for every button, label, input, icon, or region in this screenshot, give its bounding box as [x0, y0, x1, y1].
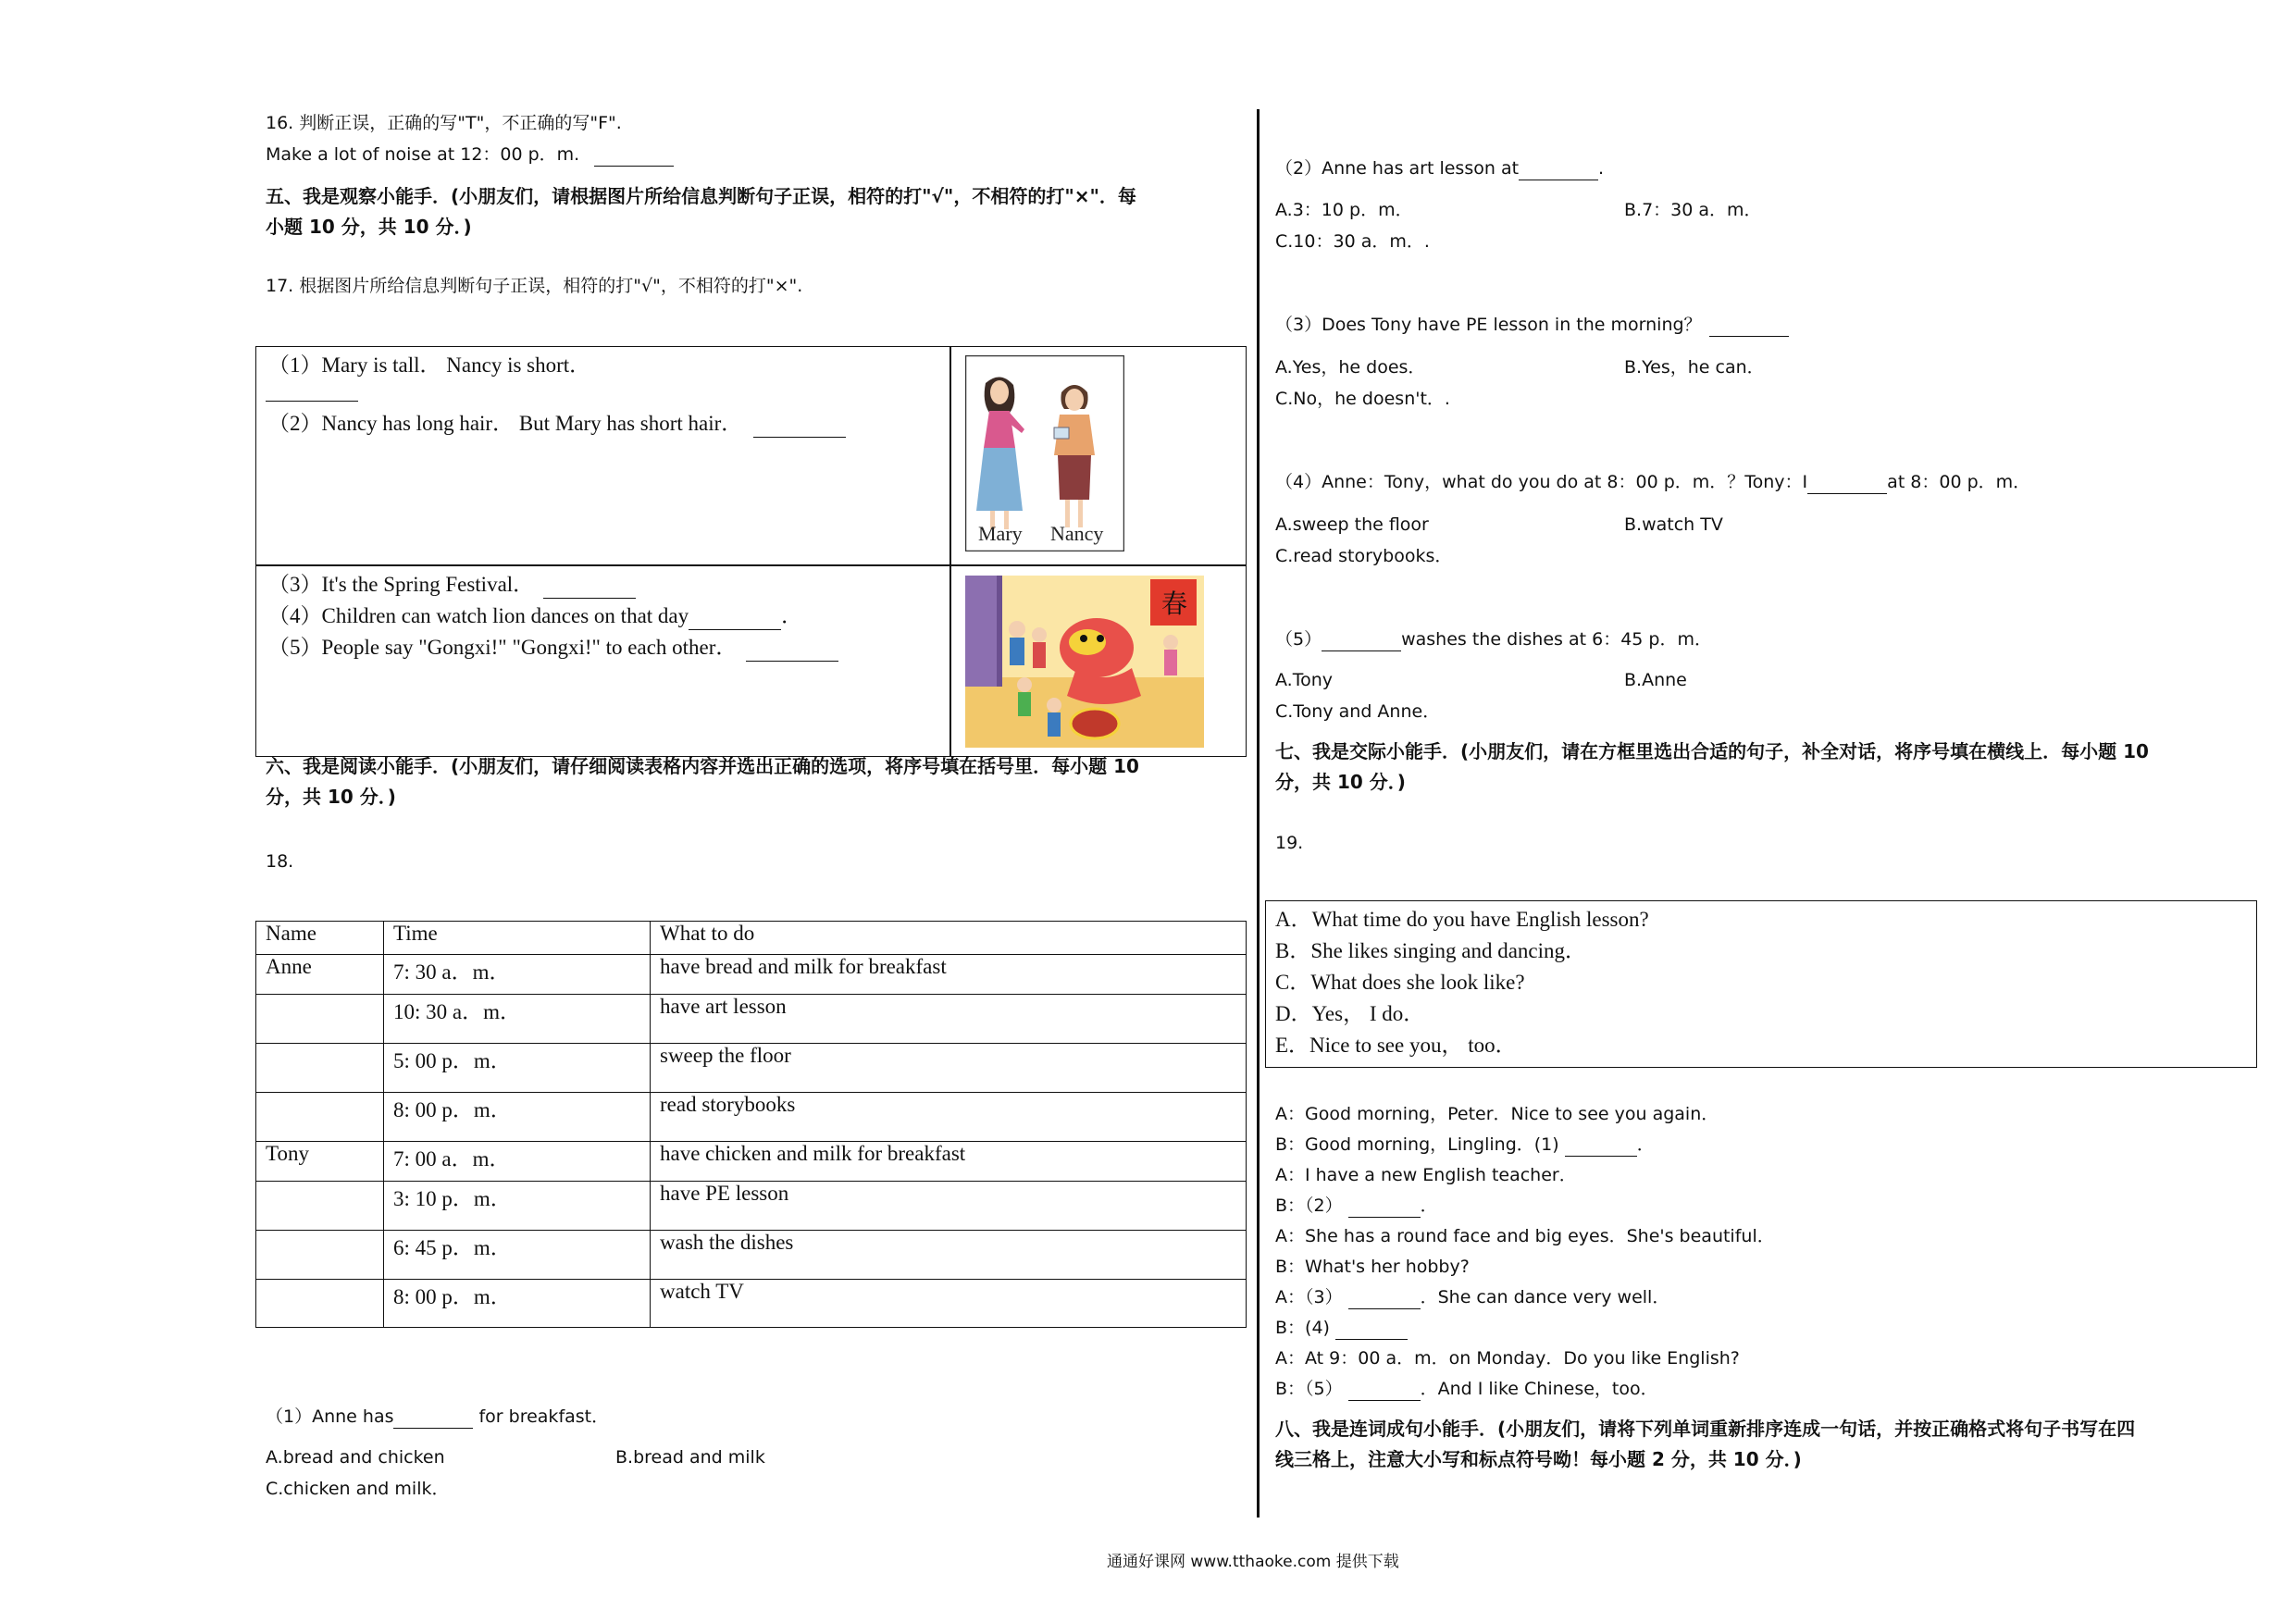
section6-heading: 六、我是阅读小能手．(小朋友们，请仔细阅读表格内容并选出正确的选项，将序号填在括号里．每小题 10 分，共 10 分．): [266, 755, 1139, 808]
q18-sub3-option-b[interactable]: B.Yes，he can．: [1624, 357, 1765, 378]
q17-item-2: （2）Nancy has long hair． But Mary has short hair．: [268, 411, 846, 438]
nancy-label: Nancy: [1050, 522, 1104, 545]
q18-sub5-option-a[interactable]: A.Tony: [1275, 670, 1333, 690]
table-row: 10: 30 a．m． have art lesson: [256, 995, 1247, 1044]
dialogue-line-5: A：She has a round face and big eyes．She's beautiful．: [1275, 1226, 1775, 1246]
q18-sub1-option-c[interactable]: C.chicken and milk．: [266, 1479, 450, 1499]
dialogue-line-9: A：At 9：00 a．m．on Monday．Do you like English?: [1275, 1348, 1740, 1369]
q19-option-d: D．Yes， I do．: [1275, 1002, 1425, 1025]
q17-col-divider: [949, 346, 951, 757]
dialogue-blank-2[interactable]: [1348, 1196, 1421, 1218]
mary-nancy-illustration: [965, 355, 1124, 551]
q17-item-5: （5）People say "Gongxi!" "Gongxi!" to each other．: [268, 635, 838, 662]
q18-schedule-table: [255, 921, 1247, 1328]
table-row: 3: 10 p．m． have PE lesson: [256, 1182, 1247, 1231]
q18-sub1-question: （1）Anne has for breakfast．: [266, 1406, 610, 1427]
dialogue-line-1: A：Good morning，Peter．Nice to see you again．: [1275, 1104, 1719, 1124]
table-row: 8: 00 p．m． read storybooks: [256, 1093, 1247, 1142]
q18-sub2-option-c[interactable]: C.10：30 a．m．.: [1275, 231, 1430, 252]
q16-statement: Make a lot of noise at 12：00 p．m.: [266, 144, 674, 167]
q18-sub3-question: （3）Does Tony have PE lesson in the morning？: [1275, 315, 1789, 337]
q19-option-a: A．What time do you have English lesson?: [1275, 908, 1649, 931]
q16-answer-blank[interactable]: [594, 144, 674, 167]
q18-sub2-option-a[interactable]: A.3：10 p．m．: [1275, 200, 1413, 220]
table-row: 5: 00 p．m． sweep the floor: [256, 1044, 1247, 1093]
q17-item-1-blank[interactable]: [266, 401, 358, 402]
chun-character: 春: [1161, 588, 1188, 619]
table-row: Anne 7: 30 a．m． have bread and milk for breakfast: [256, 955, 1247, 995]
q18-sub5-option-c[interactable]: C.Tony and Anne．: [1275, 701, 1441, 722]
q17-title: 17. 根据图片所给信息判断句子正误，相符的打"√"，不相符的打"×".: [266, 276, 803, 296]
section8-heading: 八、我是连词成句小能手．(小朋友们，请将下列单词重新排序连成一句话，并按正确格式将句子书写在四 线三格上，注意大小写和标点符号呦！每小题 2 分，共 10 分．): [1275, 1418, 2136, 1470]
dialogue-blank-3[interactable]: [1348, 1287, 1421, 1309]
q18-number: 18.: [266, 851, 294, 872]
q17-item-4: （4）Children can watch lion dances on that day ．: [268, 603, 802, 630]
dialogue-line-8: B：(4): [1275, 1318, 1408, 1340]
q17-item-1: （1）Mary is tall． Nancy is short．: [268, 353, 591, 377]
q18-sub4-blank[interactable]: [1807, 472, 1887, 494]
dialogue-blank-4[interactable]: [1335, 1318, 1408, 1340]
q17-item-3: （3）It's the Spring Festival．: [268, 572, 636, 599]
dialogue-blank-1[interactable]: [1565, 1134, 1637, 1157]
drum: [1071, 709, 1119, 738]
q18-sub2-option-b[interactable]: B.7：30 a．m．: [1624, 200, 1762, 220]
q18-sub5-option-b[interactable]: B.Anne: [1624, 670, 1687, 690]
dialogue-blank-5[interactable]: [1348, 1379, 1421, 1401]
q18-sub4-option-a[interactable]: A.sweep the floor: [1275, 514, 1429, 535]
q17-item-2-blank[interactable]: [753, 411, 846, 438]
q17-item-5-blank[interactable]: [746, 635, 838, 662]
table-header-row: [256, 922, 1247, 955]
q18-sub3-option-a[interactable]: A.Yes，he does．: [1275, 357, 1426, 378]
q17-item-4-blank[interactable]: [689, 603, 781, 630]
q19-number: 19.: [1275, 833, 1304, 853]
header-name: Name: [256, 922, 384, 955]
section5-heading: 五、我是观察小能手．(小朋友们，请根据图片所给信息判断句子正误，相符的打"√"，不相符的打"×"．每 小题 10 分，共 10 分．): [266, 185, 1136, 238]
dialogue-line-7: A：（3） ．She can dance very well．: [1275, 1287, 1670, 1307]
table-row: 8: 00 p．m． watch TV: [256, 1280, 1247, 1328]
dialogue-line-4: B：（2） ．: [1275, 1196, 1438, 1216]
q18-sub4-option-b[interactable]: B.watch TV: [1624, 514, 1723, 535]
q18-sub5-blank[interactable]: [1322, 629, 1401, 651]
header-what: What to do: [651, 922, 1247, 955]
mary-label: Mary: [978, 522, 1023, 545]
q18-sub2-blank[interactable]: [1519, 158, 1598, 180]
page-footer: 通通好课网 www.tthaoke.com 提供下载: [1107, 1553, 1399, 1571]
q18-sub5-question: （5） washes the dishes at 6：45 p．m．: [1275, 629, 1712, 650]
q17-row-divider: [255, 564, 1247, 566]
q18-sub1-blank[interactable]: [393, 1406, 473, 1429]
dialogue-line-10: B：（5） ．And I like Chinese，too．: [1275, 1379, 1658, 1399]
q18-sub4-option-c[interactable]: C.read storybooks．: [1275, 546, 1453, 566]
q18-sub1-option-a[interactable]: A.bread and chicken: [266, 1447, 445, 1468]
q16-title: 16. 判断正误，正确的写"T"，不正确的写"F".: [266, 113, 622, 133]
doorway: [965, 576, 997, 687]
q18-sub3-blank[interactable]: [1709, 315, 1789, 337]
spring-festival-illustration: [965, 576, 1204, 748]
q18-sub1-option-b[interactable]: B.bread and milk: [615, 1447, 765, 1468]
dialogue-line-3: A：I have a new English teacher．: [1275, 1165, 1577, 1185]
q19-option-b: B．She likes singing and dancing．: [1275, 939, 1587, 962]
q17-item-3-blank[interactable]: [543, 572, 636, 599]
dialogue-line-6: B：What's her hobby?: [1275, 1257, 1470, 1277]
table-row: Tony 7: 00 a．m． have chicken and milk for breakfast: [256, 1142, 1247, 1182]
column-divider: [1257, 109, 1260, 1518]
q18-sub4-question: （4）Anne：Tony，what do you do at 8：00 p．m．？Tony：I at 8：00 p．m．: [1275, 472, 2031, 492]
section7-heading: 七、我是交际小能手．(小朋友们，请在方框里选出合适的句子，补全对话，将序号填在横线上．每小题 10 分，共 10 分．): [1275, 740, 2149, 793]
q19-option-e: E．Nice to see you， too．: [1275, 1034, 1517, 1057]
dialogue-line-2: B：Good morning，Lingling．(1) ．: [1275, 1134, 1655, 1155]
q18-sub3-option-c[interactable]: C.No，he doesn't．.: [1275, 389, 1450, 409]
q18-sub2-question: （2）Anne has art lesson at .: [1275, 158, 1605, 179]
q19-option-c: C．What does she look like?: [1275, 971, 1525, 994]
table-row: 6: 45 p．m． wash the dishes: [256, 1231, 1247, 1280]
header-time: Time: [384, 922, 651, 955]
